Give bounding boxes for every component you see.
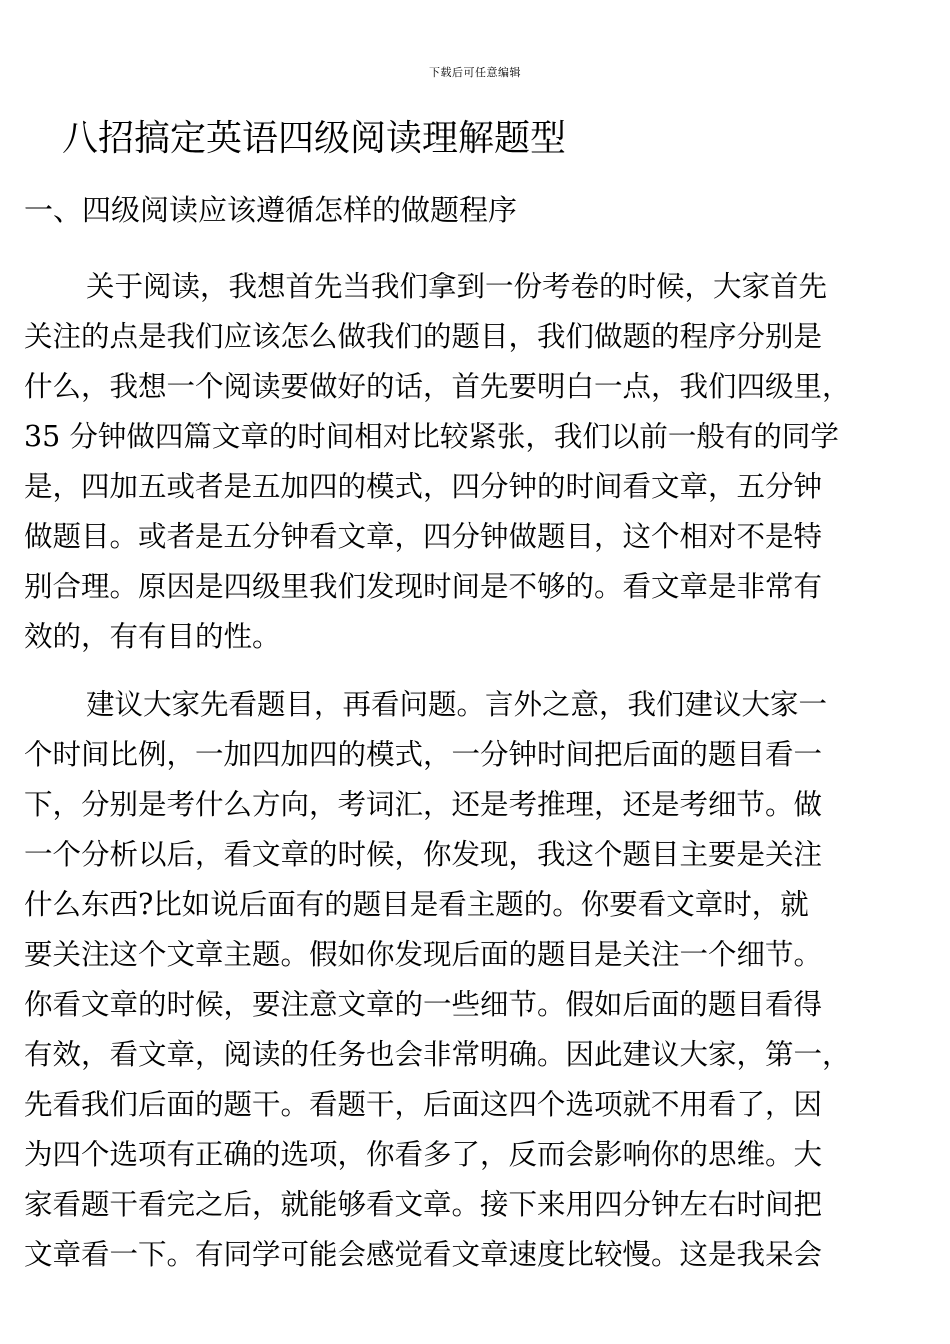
- paragraph-line: 什么东西?比如说后面有的题目是看主题的。你要看文章时，就: [24, 888, 809, 921]
- paragraph-2: [24, 680, 924, 1280]
- paragraph-line: 做题目。或者是五分钟看文章，四分钟做题目，这个相对不是特: [24, 520, 823, 553]
- paragraph-line: 35 分钟做四篇文章的时间相对比较紧张，我们以前一般有的同学: [24, 420, 839, 453]
- paragraph-1: [24, 262, 924, 662]
- paragraph-line: 家看题干看完之后，就能够看文章。接下来用四分钟左右时间把: [24, 1188, 823, 1221]
- paragraph-line: 个时间比例，一加四加四的模式，一分钟时间把后面的题目看一: [24, 738, 823, 771]
- paragraph-line: 先看我们后面的题干。看题干，后面这四个选项就不用看了，因: [24, 1088, 823, 1121]
- paragraph-line: 别合理。原因是四级里我们发现时间是不够的。看文章是非常有: [24, 570, 823, 603]
- paragraph-line: 是，四加五或者是五加四的模式，四分钟的时间看文章，五分钟: [24, 470, 823, 503]
- document-title: 八招搞定英语四级阅读理解题型: [62, 118, 567, 159]
- paragraph-line: 有效，看文章，阅读的任务也会非常明确。因此建议大家，第一，: [24, 1038, 851, 1071]
- paragraph-line: 关于阅读，我想首先当我们拿到一份考卷的时候，大家首先: [86, 270, 828, 303]
- paragraph-line: 效的，有有目的性。: [24, 620, 281, 653]
- paragraph-line: 要关注这个文章主题。假如你发现后面的题目是关注一个细节。: [24, 938, 823, 971]
- paragraph-line: 文章看一下。有同学可能会感觉看文章速度比较慢。这是我呆会: [24, 1238, 823, 1271]
- header-note: 下载后可任意编辑: [429, 66, 521, 79]
- paragraph-line: 建议大家先看题目，再看问题。言外之意，我们建议大家一: [86, 688, 828, 721]
- paragraph-line: 你看文章的时候，要注意文章的一些细节。假如后面的题目看得: [24, 988, 823, 1021]
- paragraph-line: 为四个选项有正确的选项，你看多了，反而会影响你的思维。大: [24, 1138, 823, 1171]
- section-heading: 一、四级阅读应该遵循怎样的做题程序: [24, 193, 518, 227]
- paragraph-line: 什么，我想一个阅读要做好的话，首先要明白一点，我们四级里，: [24, 370, 851, 403]
- paragraph-line: 一个分析以后，看文章的时候，你发现，我这个题目主要是关注: [24, 838, 823, 871]
- paragraph-line: 关注的点是我们应该怎么做我们的题目，我们做题的程序分别是: [24, 320, 823, 353]
- paragraph-line: 下，分别是考什么方向，考词汇，还是考推理，还是考细节。做: [24, 788, 823, 821]
